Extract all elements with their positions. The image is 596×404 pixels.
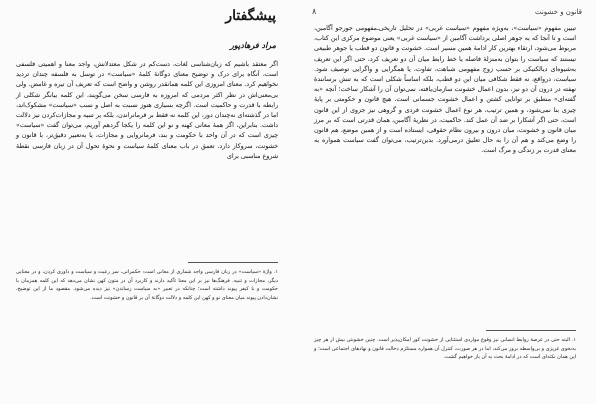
footnote-divider bbox=[486, 330, 576, 331]
page-number: ۸ bbox=[312, 7, 317, 16]
right-page bbox=[298, 0, 596, 404]
left-body-text: اگر معتقد باشیم که زبان‌شناسی لغات، دست‌کم در شکل معتدلانش، واجد معنا و اهمیتی فلسفی است، آنگاه برای درک و توضیح معنای دوگانهٔ کلمهٔ «سیاست» در توسل به فلسفه چندان تردید نخواهیم کرد. معنای امروزی این کلمه همانقدر روشن و واضح است که تعریف آن تیره و غامض. ولی بی‌معنی‌اش در نظر اکثر مردمی که امروزه به فارسی سخن می‌گویند، این کلمه بیانگر شکلی از رابطه با قدرت و حاکمیت است. اگرچه بسیاری هنوز نسبت به اصل و نسب «سیاست» مشکوک‌اند، اما در گذشته‌ای نه‌چندان دور، این کلمه نه فقط بر فرمانراندن، بلکه بر تنبیه و مجازات‌کردن نیز دلالت داشت. بنابراین، اگر همهٔ معانی کهنه و نو این کلمه را یکجا گردهم آوریم، می‌توان گفت «سیاست» چیزی است که در آن واحد با حکومت و بند، فرمانروایی و مجازات، یا به‌تعبیر دقیق‌تر، با قانون و خشونت، سروکار دارد. تعمق در باب معنای کلمهٔ سیاست و نحوهٔ تحول آن در زبان فارسی نقطهٔ شروع مناسبی برای bbox=[16, 61, 278, 160]
page-header bbox=[312, 6, 582, 20]
running-head: قانون و خشونت bbox=[534, 8, 582, 16]
right-footnote: ۱. البته حتی در عرصهٔ روابط انسانی نیز وقوع مواردی استثنایی از خشونت کور امکان‌پذیر است. چنین خشونتی بیش از هر چیز به‌نحوی غریزی و بی‌واسطه بروز می‌کند، اما در هر صورت، کنترل آن همواره مستلزم دخالت قانون و نهادهای اجتماعی است؛ و این همان نکته‌ای است که در ادامهٔ بحث به آن باز خواهیم گشت. bbox=[314, 337, 576, 360]
right-body-text: تبیین مفهوم «سیاست»، به‌ویژه مفهوم «سیاست غربی» در تحلیل تاریخی‌ـ‌مفهومی جورجو آگامبن، است و تا آنجا که به جوهر اصلی برداشت آگامبن از «سیاست غربی» یعنی موضوع مرکزی این کتاب، مربوط می‌شود، ارتقاء بهترین کار ادامهٔ همین مسیر است. خشونت و قانون دو قطب یا جوهر طبیعی نیستند که سیاست را بتوان به‌منزلهٔ فاصله یا خط رابط میان آن دو تعریف کرد، حتی اگر این تعریف به‌شیوه‌ای دیالکتیکی بر حسب زوج مفهومی شباهت، تفاوت، یا همگرایی و واگرایی توصیف شود. سیاست، درواقع، نه فقط شکافی میان این دو قطب، بلکه اساساً شکلی است که به تنش برسانندهٔ نهفته در درون آن دو نیز، بدون اعمال خشونت سازمان‌یافته، نمی‌توان آن را آشکار ساخت؛ آنچه «به گفته‌ای» منطبق بر توانایی کشتن و اعمال خشونت جسمانی است. هیچ قانون و حکومتی بر پایهٔ چیزی بنا نمی‌شود، و همین ترتیب، هر نوع اعمال خشونت فردی و گروهی نیز جزوی از این قانون است، حتی اگر آشکارا بر ضد آن عمل کند. حاکمیت، در نظریهٔ آگامبن، همان قدرتی است که بر مرز میان قانون و خشونت، میان درون و بیرون نظام حقوقی، ایستاده است و از همین موضع، هم قانون را وضع می‌کند و هم آن را به حال تعلیق درمی‌آورد. بدین‌ترتیب، می‌توان گفت سیاست همواره به معنای قدرت بر زندگی و مرگ است. bbox=[314, 25, 576, 155]
preface-title: پیشگفتار bbox=[225, 8, 276, 24]
author-name: مراد فرهادپور bbox=[230, 40, 276, 50]
left-footnote: ۱. واژهٔ «سیاست» در زبان فارسی واجد شماری از معانی است: حکمرانی، سر رعیت و سیاست و داوری کردن، و در معنایی دیگر، مجازات و تنبیه. فرهنگ‌ها نیز بر این معنا تأکید دارند و کاربرد آن در متون کهن نشان می‌دهد که این کلمه همزمان با حکومت و با کیفر پیوند داشته است؛ چنانکه در تعبیر «به سیاست رساندن» نیز دیده می‌شود. مقصود ما از این توضیح، نشان‌دادن پیوند میان معنای نو و کهن این کلمه و دلالت دوگانهٔ آن بر قانون و خشونت است. bbox=[16, 269, 278, 301]
footnote-divider bbox=[188, 262, 278, 263]
